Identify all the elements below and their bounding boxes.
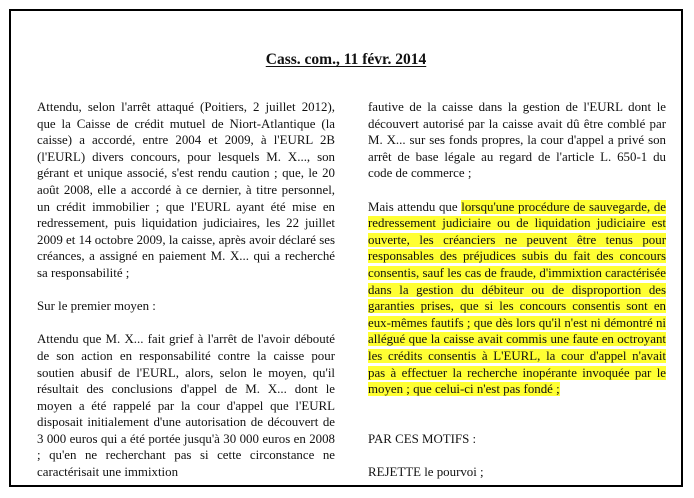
left-column: [37, 99, 335, 481]
paragraph-first-plea-heading: Sur le premier moyen :: [37, 299, 156, 314]
paragraph-facts: Attendu, selon l'arrêt attaqué (Poitiers, 2 juillet 2012), que la Caisse de crédit mutuel de Niort-Atlantique (la caisse) a accordé, entre 2004 et 2009, à l'EURL 2B (l'EURL) divers concours, pour lesquels M. X..., son gérant et unique associé, s'est rendu caution ; que, le 20 août 2008, elle a accordé à ce dernier, à titre personnel, un crédit immobilier ; que l'EURL ayant été mise en redressement, puis liquidation judiciaires, les 22 juillet 2009 et 14 octobre 2009, la caisse, après avoir déclaré ses créances, a assigné en paiement M. X... qui a recherché sa responsabilité ;: [37, 100, 335, 280]
paragraph-plea-continued: fautive de la caisse dans la gestion de l'EURL dont le découvert autorisé par la caisse avait dû être comblé par M. X... sur ses fonds propres, la cour d'appel a privé son arrêt de base légale au regard de l'article L. 650-1 du code de commerce ;: [368, 100, 666, 181]
paragraph-plea: Attendu que M. X... fait grief à l'arrêt de l'avoir débouté de son action en responsabilité contre la caisse pour soutien abusif de l'EURL, alors, selon le moyen, qu'il résultait des conclusions d'appel de M. X... dont le moyen a été rappelé par la cour d'appel que l'EURL disposait initialement d'une autorisation de découvert de 3 000 euros qui a été portée jusqu'à 30 000 euros en 2008 ; qu'en ne recherchant pas si cette circonstance ne caractérisait une immixtion: [37, 332, 335, 480]
highlighted-holding: lorsqu'une procédure de sauvegarde, de redressement judiciaire ou de liquidation judiciaire est ouverte, les créanciers ne peuvent être tenus pour responsables des préjudices subis du fait des concours consentis, sauf les cas de fraude, d'immixtion caractérisée dans la gestion du débiteur ou de disproportion des garanties prises, que si les concours consentis sont en eux-mêmes fautifs ; que dès lors qu'il n'est ni démontré ni allégué que la caisse avait commis une faute en octroyant les crédits consentis à L'EURL, la cour d'appel n'avait pas à effectuer la recherche inopérante invoquée par le moyen ; que celui-ci n'est pas fondé ;: [368, 199, 666, 397]
paragraph-grounds-heading: PAR CES MOTIFS :: [368, 431, 477, 446]
reasoning-intro: Mais attendu que: [368, 199, 462, 214]
document-frame: [9, 9, 683, 487]
document-title: Cass. com., 11 févr. 2014: [265, 51, 427, 68]
paragraph-ruling: REJETTE le pourvoi ;: [368, 465, 484, 480]
right-column: [368, 99, 666, 481]
paragraph-court-reasoning: [368, 199, 666, 398]
